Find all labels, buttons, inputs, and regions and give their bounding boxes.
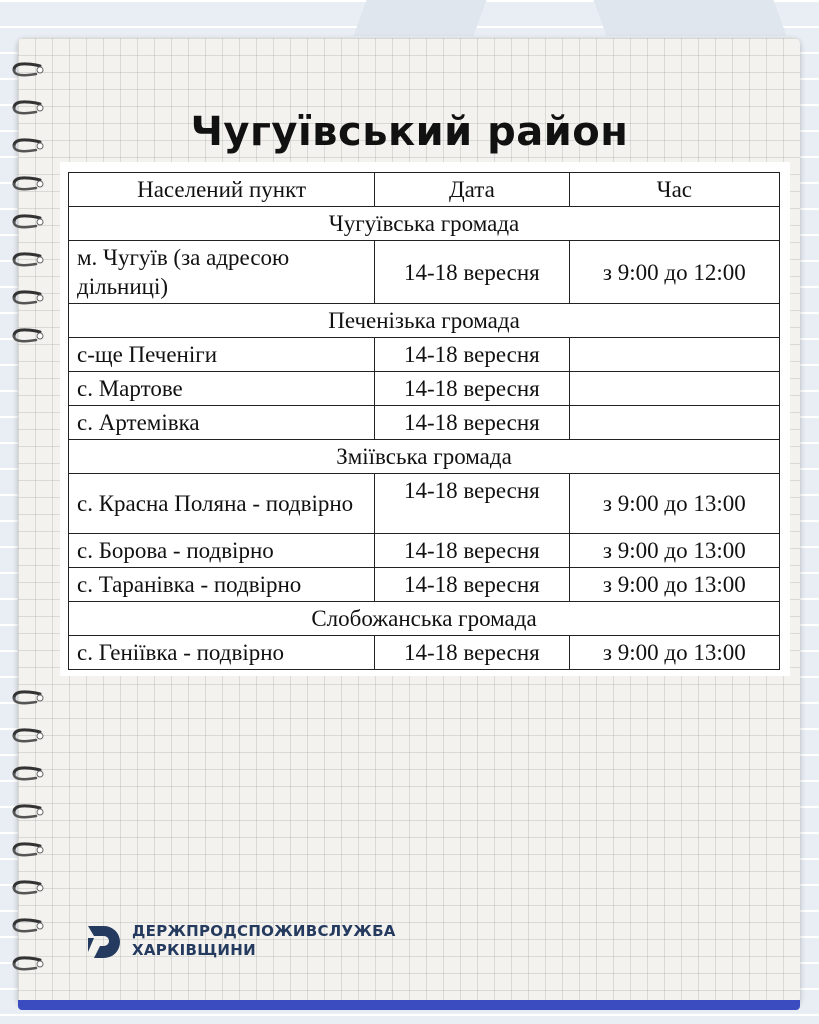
spiral-ring [10, 60, 44, 80]
table-header-row [69, 173, 780, 207]
spiral-ring [10, 174, 44, 194]
spiral-ring [10, 326, 44, 346]
schedule-card [60, 162, 790, 676]
cell-place: с. Борова - подвірно [69, 534, 375, 568]
cell-date: 14-18 вересня [375, 372, 570, 406]
group-row [69, 602, 780, 636]
cell-time: з 9:00 до 13:00 [569, 636, 779, 670]
spiral-ring [10, 212, 44, 232]
cell-place: с. Мартове [69, 372, 375, 406]
cell-date: 14-18 вересня [375, 534, 570, 568]
cell-date: 14-18 вересня [375, 338, 570, 372]
spiral-ring [10, 954, 44, 974]
schedule-table [68, 172, 780, 670]
group-row [69, 440, 780, 474]
cell-place: с. Геніївка - подвірно [69, 636, 375, 670]
table-row [69, 406, 780, 440]
spiral-ring [10, 688, 44, 708]
spiral-ring [10, 288, 44, 308]
cell-place: с-ще Печеніги [69, 338, 375, 372]
background-shape [593, 0, 786, 36]
group-name: Печенізька громада [69, 304, 780, 338]
group-name: Чугуївська громада [69, 207, 780, 241]
cell-time [569, 338, 779, 372]
organization-logo [86, 922, 396, 960]
table-row [69, 636, 780, 670]
cell-place: с. Красна Поляна - подвірно [69, 474, 375, 534]
cell-place: м. Чугуїв (за адресою дільниці) [69, 241, 375, 304]
cell-time [569, 372, 779, 406]
cell-time: з 9:00 до 13:00 [569, 568, 779, 602]
cell-date: 14-18 вересня [375, 568, 570, 602]
cell-time: з 9:00 до 13:00 [569, 534, 779, 568]
notebook-edge [18, 1000, 800, 1010]
cell-date: 14-18 вересня [375, 406, 570, 440]
table-row [69, 372, 780, 406]
cell-date: 14-18 вересня [375, 636, 570, 670]
table-row [69, 534, 780, 568]
cell-time: з 9:00 до 13:00 [569, 474, 779, 534]
group-name: Слобожанська громада [69, 602, 780, 636]
spiral-ring [10, 726, 44, 746]
group-row [69, 207, 780, 241]
d-logo-icon [86, 922, 122, 960]
cell-time: з 9:00 до 12:00 [569, 241, 779, 304]
page-title: Чугуївський район [190, 108, 629, 155]
cell-date: 14-18 вересня [375, 474, 570, 534]
cell-date: 14-18 вересня [375, 241, 570, 304]
spiral-ring [10, 802, 44, 822]
spiral-ring [10, 764, 44, 784]
cell-time [569, 406, 779, 440]
group-row [69, 304, 780, 338]
header-time: Час [569, 173, 779, 207]
background-shape [353, 0, 486, 36]
logo-line-1: ДЕРЖПРОДСПОЖИВСЛУЖБА [132, 922, 396, 940]
table-row [69, 568, 780, 602]
cell-place: с. Артемівка [69, 406, 375, 440]
table-row [69, 474, 780, 534]
cell-place: с. Таранівка - подвірно [69, 568, 375, 602]
header-date: Дата [375, 173, 570, 207]
header-place: Населений пункт [69, 173, 375, 207]
table-row [69, 241, 780, 304]
spiral-ring [10, 840, 44, 860]
group-name: Зміївська громада [69, 440, 780, 474]
spiral-ring [10, 916, 44, 936]
spiral-ring [10, 878, 44, 898]
table-row [69, 338, 780, 372]
spiral-ring [10, 250, 44, 270]
logo-line-2: ХАРКІВЩИНИ [132, 941, 256, 959]
